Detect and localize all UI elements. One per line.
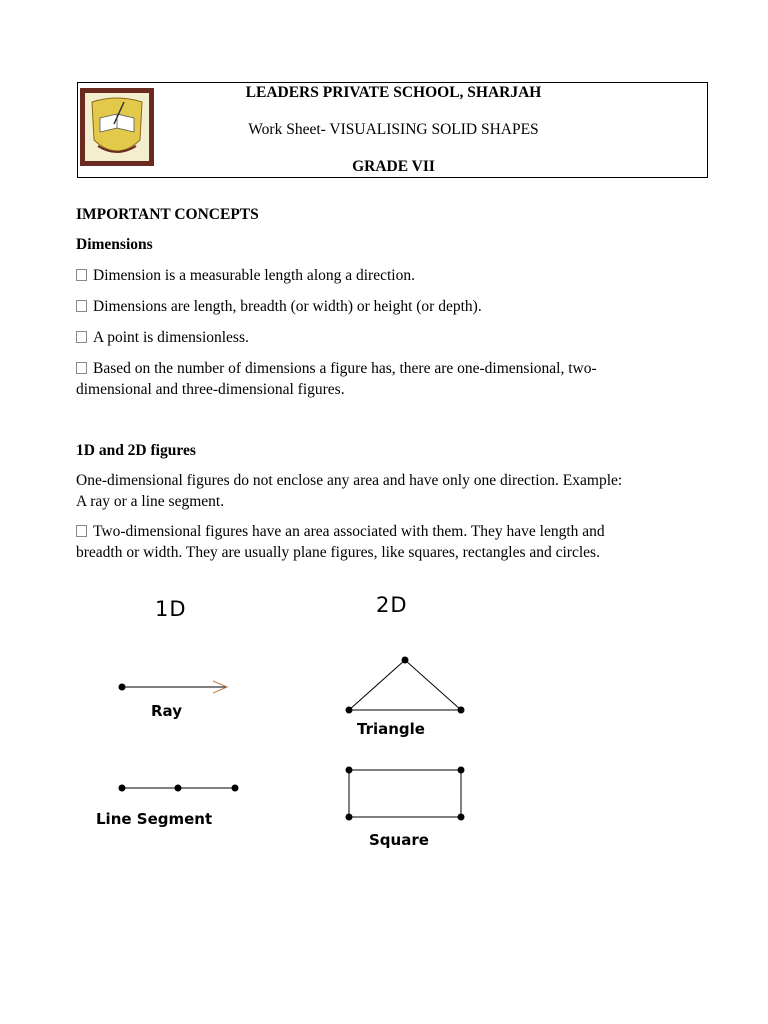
title-1d: 1D [155, 597, 187, 621]
bullet-item: Dimensions are length, breadth (or width) or height (or depth). [76, 296, 482, 317]
bullet-item: Dimension is a measurable length along a direction. [76, 265, 415, 286]
bullet-continuation: dimensional and three-dimensional figures. [76, 381, 345, 398]
figures-heading: 1D and 2D figures [76, 442, 196, 459]
line-segment-figure [119, 785, 239, 792]
paragraph-line: A ray or a line segment. [76, 493, 225, 510]
paragraph-line: One-dimensional figures do not enclose any area and have only one direction. Example: [76, 472, 623, 489]
line-segment-label: Line Segment [96, 810, 213, 828]
ray-label: Ray [151, 702, 182, 720]
worksheet-title: Work Sheet- VISUALISING SOLID SHAPES [248, 121, 539, 138]
school-name: LEADERS PRIVATE SCHOOL, SHARJAH [245, 84, 542, 101]
triangle-label: Triangle [357, 720, 425, 738]
title-2d: 2D [376, 593, 408, 617]
square-label: Square [369, 831, 429, 849]
bullet-item: A point is dimensionless. [76, 327, 249, 348]
square-figure [346, 767, 465, 821]
grade-label: GRADE VII [352, 158, 435, 175]
dimensions-heading: Dimensions [76, 236, 153, 253]
paragraph-line: breadth or width. They are usually plane figures, like squares, rectangles and circles. [76, 544, 600, 561]
ray-figure [119, 681, 228, 693]
bullet-item: Two-dimensional figures have an area associated with them. They have length and [76, 521, 605, 542]
triangle-figure [346, 657, 465, 714]
bullet-item: Based on the number of dimensions a figure has, there are one-dimensional, two- [76, 358, 597, 379]
important-concepts-heading: IMPORTANT CONCEPTS [76, 206, 259, 223]
